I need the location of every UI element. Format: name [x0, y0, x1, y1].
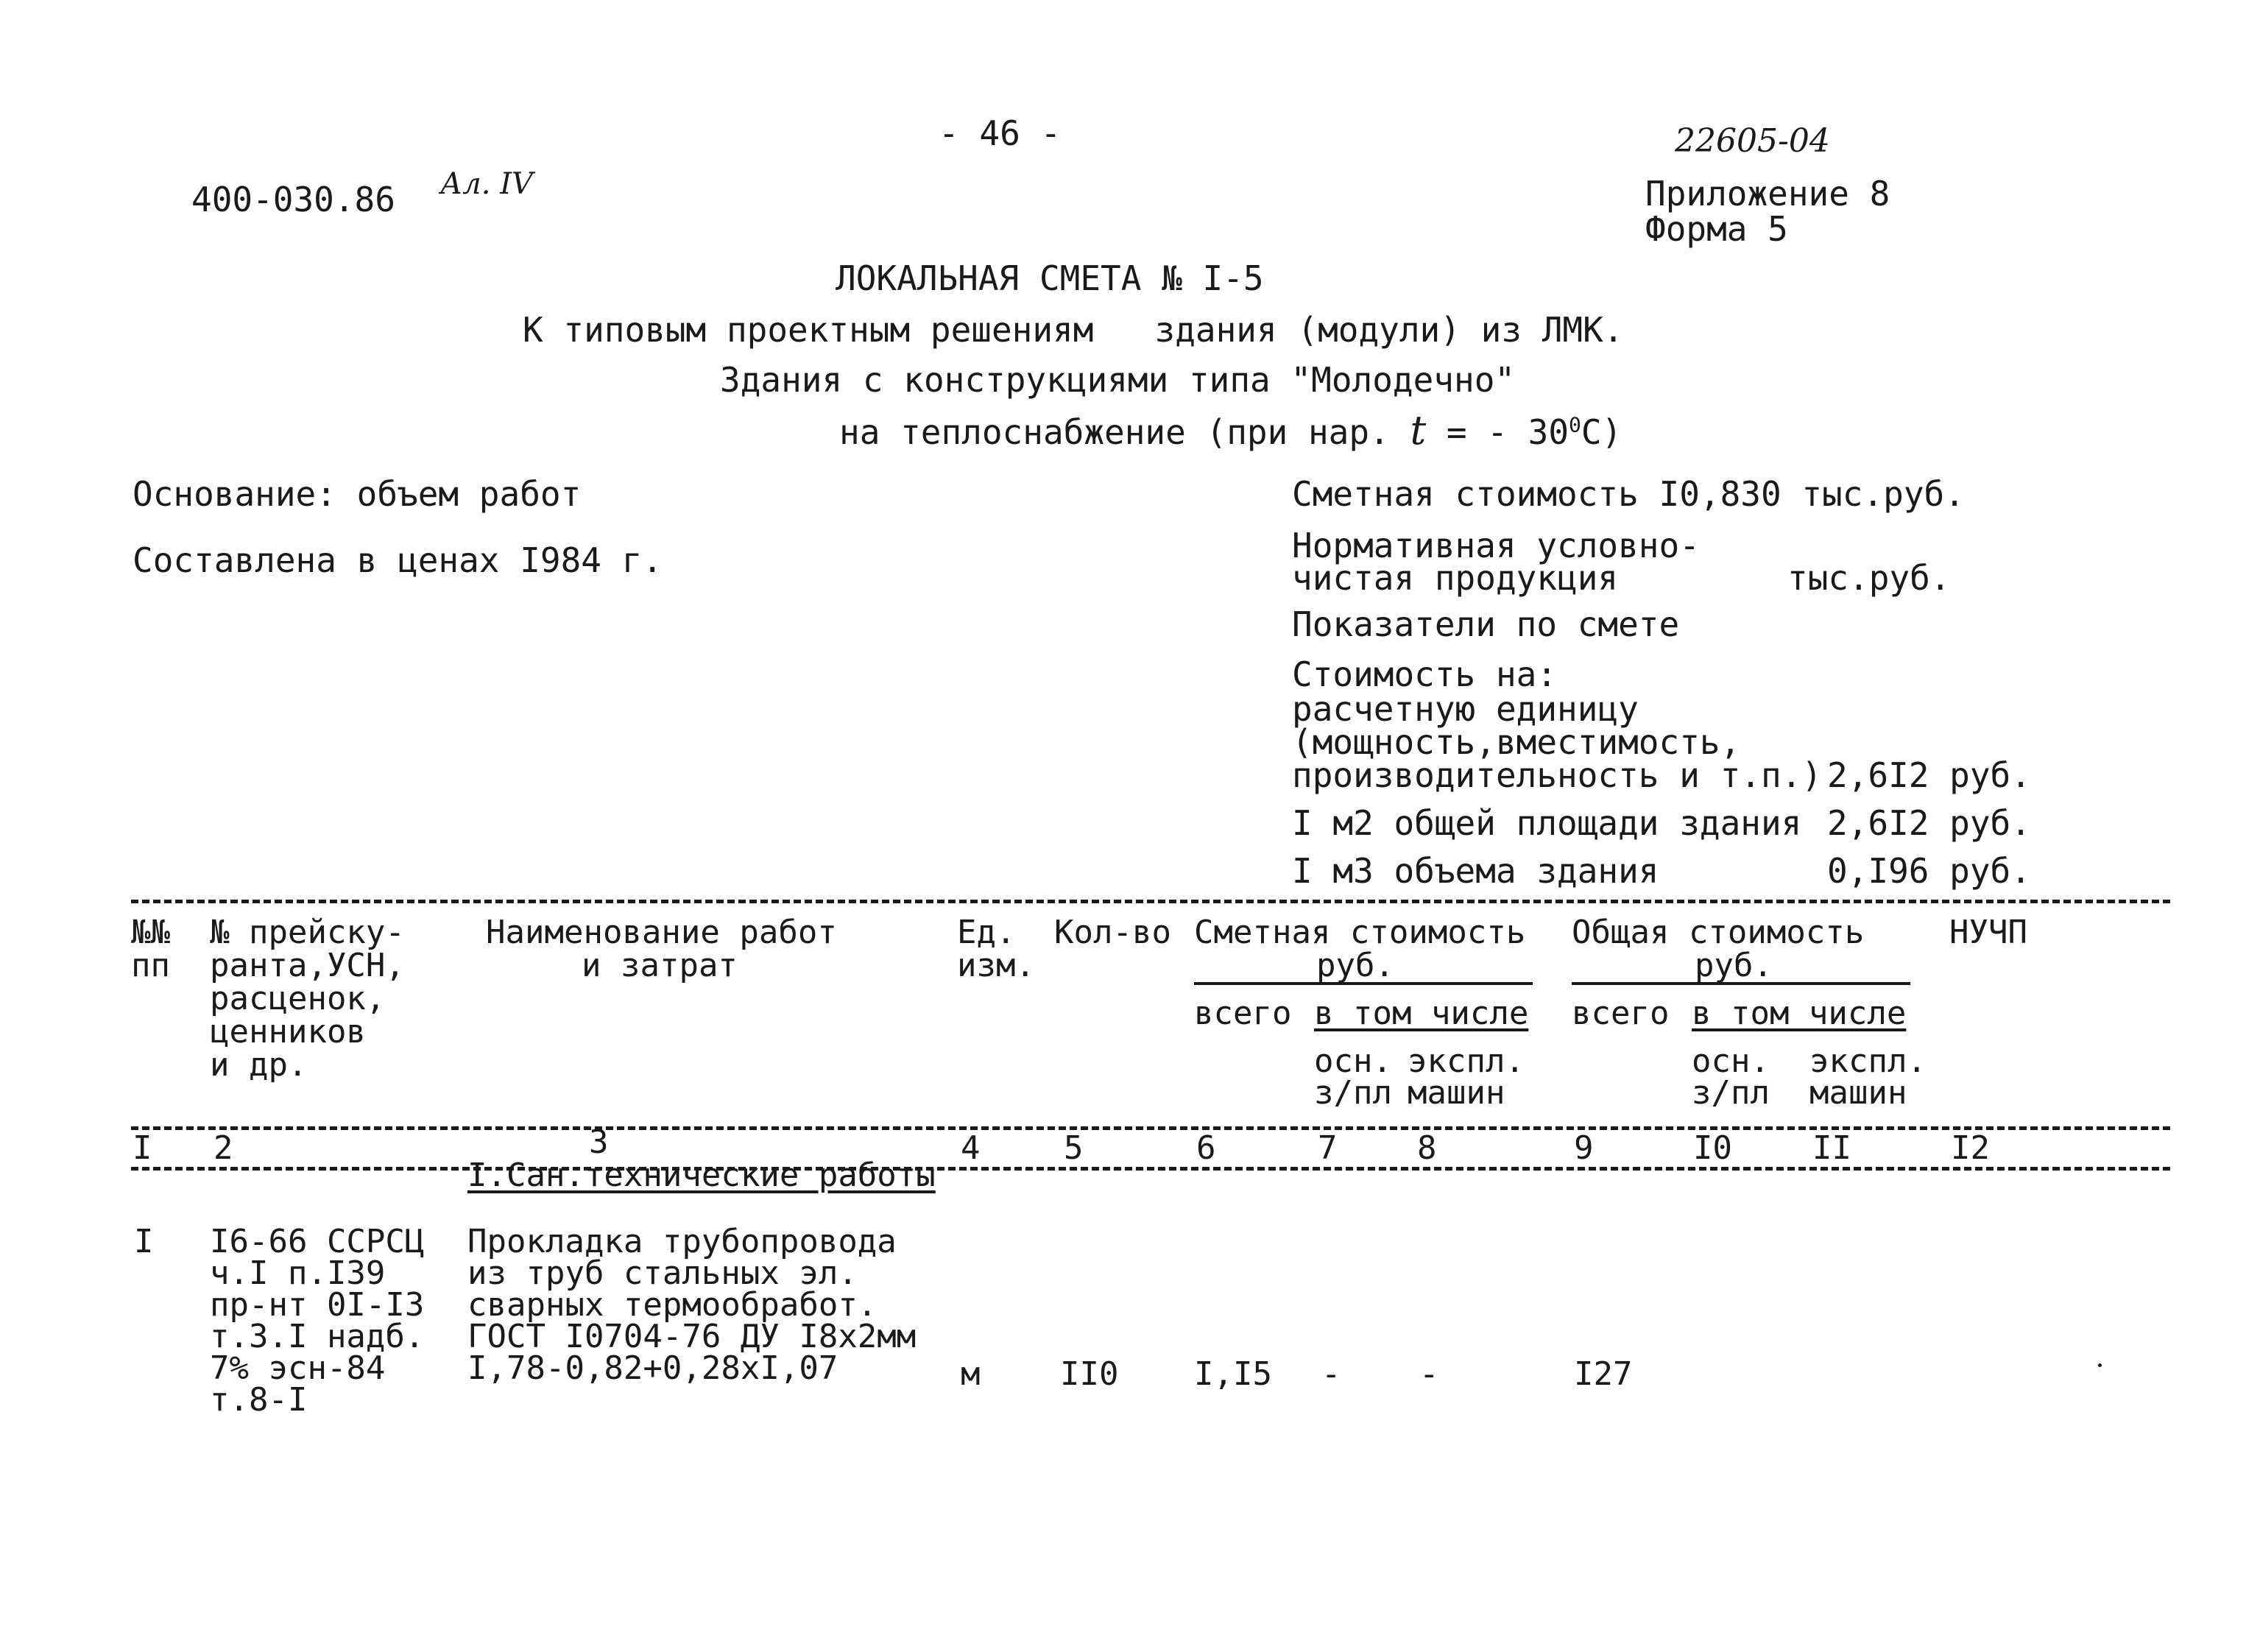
- section-title: I.Сан.технические работы: [467, 1157, 936, 1194]
- row-name-line: I,78-0,82+0,28xI,07: [467, 1349, 838, 1387]
- column-number: 9: [1574, 1129, 1594, 1167]
- column-numbers-bottom-divider: [131, 1167, 2170, 1171]
- column-number: 2: [213, 1129, 233, 1167]
- row-unit-total: I,I5: [1194, 1355, 1272, 1393]
- col-header-code-l2: ранта,УСН,: [210, 947, 405, 984]
- table-top-divider: [131, 900, 2170, 903]
- col-header-code-l1: № прейску-: [210, 914, 405, 951]
- row-code-line: ч.I п.I39: [210, 1254, 386, 1292]
- row-name-line: сварных термообработ.: [467, 1286, 877, 1324]
- col-header-code-l3: расценок,: [210, 980, 386, 1017]
- unit-value: 2,6I2 руб.: [1827, 755, 2031, 795]
- unit-cost-wage-l2: з/пл: [1314, 1074, 1392, 1112]
- col-header-quantity: Кол-во: [1054, 914, 1171, 951]
- basis-label: Основание: объем работ: [133, 474, 582, 514]
- col-header-total-cost-rub: руб.: [1695, 947, 1773, 984]
- appendix-label: Приложение 8: [1645, 174, 1890, 213]
- m3-value: 0,I96 руб.: [1827, 851, 2031, 891]
- column-number: I2: [1951, 1129, 1990, 1167]
- unit-line-3: производительность и т.п.): [1292, 755, 1823, 795]
- unit-cost-wage-l1: осн.: [1314, 1042, 1392, 1080]
- column-number: I: [133, 1129, 152, 1167]
- title-line-4: на теплоснабжение (при нар. t = - $30^0С$): [839, 407, 1622, 453]
- unit-cost-machine-l2: машин: [1408, 1074, 1505, 1112]
- title-line-2: К типовым проектным решениям здания (модули) из ЛМК.: [523, 310, 1624, 350]
- col-header-name-l1: Наименование работ: [486, 914, 837, 951]
- column-number: I0: [1693, 1129, 1732, 1167]
- col-header-number-l1: №№: [131, 914, 170, 951]
- col-header-code-l5: и др.: [210, 1046, 308, 1084]
- column-number: 4: [961, 1129, 981, 1167]
- row-unit-machine: -: [1419, 1355, 1439, 1393]
- total-cost-wage-l1: осн.: [1692, 1042, 1770, 1080]
- col-header-unit-l1: Ед.: [957, 914, 1016, 951]
- total-cost-total-label: всего: [1572, 995, 1670, 1032]
- row-name-line: Прокладка трубопровода: [467, 1223, 897, 1260]
- row-code-line: I6-66 ССРСЦ: [210, 1223, 425, 1260]
- unit-cost-incl-label: в том числе: [1314, 995, 1529, 1032]
- column-number: 3: [589, 1123, 609, 1161]
- row-number: I: [134, 1223, 154, 1260]
- normative-line-2: чистая продукция: [1292, 558, 1619, 598]
- indicators-label: Показатели по смете: [1292, 604, 1680, 644]
- column-numbers-top-divider: [131, 1126, 2170, 1130]
- total-cost-incl-label: в том числе: [1692, 995, 1907, 1032]
- row-code-line: т.8-I: [210, 1381, 308, 1419]
- row-unit: м: [961, 1355, 981, 1393]
- row-code-line: 7% эсн-84: [210, 1349, 386, 1387]
- page-number: - 46 -: [939, 113, 1062, 153]
- form-label: Форма 5: [1645, 209, 1788, 249]
- row-code-line: пр-нт 0I-I3: [210, 1286, 425, 1324]
- unit-cost-machine-l1: экспл.: [1408, 1042, 1525, 1080]
- total-cost-underline: [1572, 982, 1910, 985]
- total-cost-machine-l2: машин: [1809, 1074, 1907, 1112]
- col-header-total-cost: Общая стоимость: [1572, 914, 1865, 951]
- normative-unit: тыс.руб.: [1787, 558, 1951, 598]
- cost-on-label: Стоимость на:: [1292, 654, 1558, 694]
- row-code-line: т.3.I надб.: [210, 1318, 425, 1355]
- row-unit-wage: -: [1321, 1355, 1341, 1393]
- unit-line-1: расчетную единицу: [1292, 689, 1639, 729]
- row-quantity: II0: [1060, 1355, 1119, 1393]
- row-total: I27: [1574, 1355, 1633, 1393]
- column-number: II: [1812, 1129, 1851, 1167]
- unit-cost-total-label: всего: [1194, 995, 1292, 1032]
- handwritten-number: 22605-04: [1675, 122, 1830, 160]
- col-header-unit-cost: Сметная стоимость: [1194, 914, 1526, 951]
- unit-cost-underline: [1194, 982, 1533, 985]
- row-name-line: ГОСТ I0704-76 ДУ I8x2мм: [467, 1318, 917, 1355]
- total-cost-wage-l2: з/пл: [1692, 1074, 1770, 1112]
- m2-label: I м2 общей площади здания: [1292, 803, 1802, 843]
- sheet-mark: Ал. IV: [440, 167, 533, 201]
- stray-dot: [2098, 1363, 2102, 1367]
- m3-label: I м3 объема здания: [1292, 851, 1659, 891]
- column-number: 5: [1064, 1129, 1084, 1167]
- normative-line-1: Нормативная условно-: [1292, 526, 1700, 565]
- unit-line-2: (мощность,вместимость,: [1292, 722, 1741, 762]
- col-header-number-l2: пп: [131, 947, 170, 984]
- col-header-code-l4: ценников: [210, 1013, 366, 1051]
- estimate-title: ЛОКАЛЬНАЯ СМЕТА № I-5: [836, 258, 1264, 298]
- title-line-3: Здания с конструкциями типа "Молодечно": [720, 360, 1516, 400]
- col-header-nuchp: НУЧП: [1949, 914, 2027, 951]
- total-cost-machine-l1: экспл.: [1809, 1042, 1927, 1080]
- estimated-cost: Сметная стоимость I0,830 тыс.руб.: [1292, 474, 1965, 514]
- prices-label: Составлена в ценах I984 г.: [133, 540, 663, 580]
- col-header-name-l2: и затрат: [582, 947, 738, 984]
- document-code: 400-030.86: [191, 180, 395, 219]
- column-number: 7: [1318, 1129, 1338, 1167]
- m2-value: 2,6I2 руб.: [1827, 803, 2031, 843]
- column-number: 6: [1196, 1129, 1216, 1167]
- col-header-unit-cost-rub: руб.: [1316, 947, 1394, 984]
- col-header-unit-l2: изм.: [957, 947, 1035, 984]
- column-number: 8: [1417, 1129, 1437, 1167]
- row-name-line: из труб стальных эл.: [467, 1254, 858, 1292]
